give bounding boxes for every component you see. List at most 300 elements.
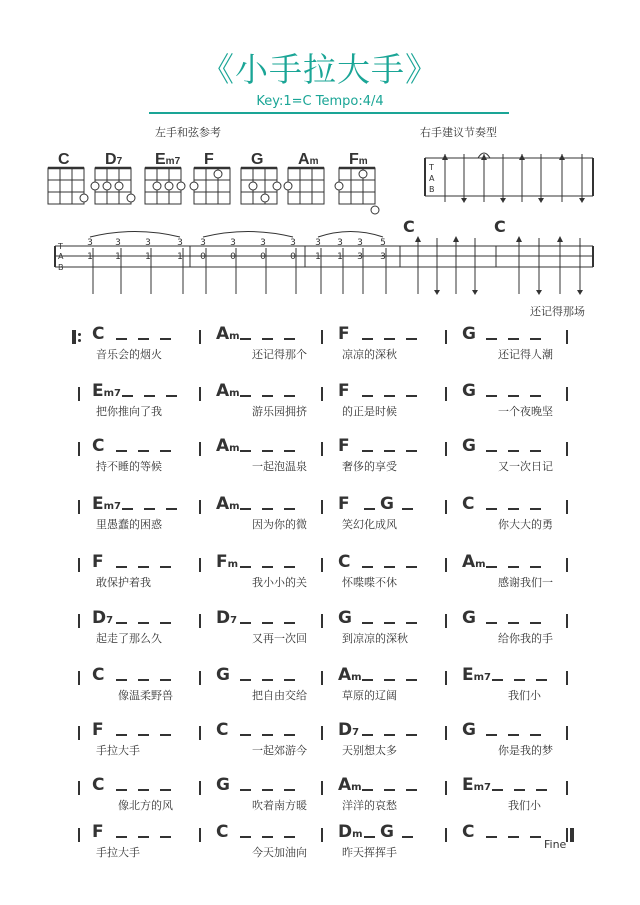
chord-diagram-name: C — [58, 151, 70, 168]
sheet-row — [78, 550, 570, 589]
lyric-text: 凉凉的深秋 — [342, 348, 397, 361]
bar-line — [566, 558, 568, 572]
finger-dot — [359, 170, 367, 178]
chord-symbol: G — [462, 720, 476, 740]
lyric-text: 手拉大手 — [96, 744, 140, 757]
finger-dot — [91, 182, 99, 190]
bar-line — [78, 558, 80, 572]
sheet-row — [78, 492, 570, 531]
tab-note: 3 — [357, 238, 363, 248]
bar-line — [78, 671, 80, 685]
bar-line — [199, 330, 201, 344]
chord-symbol: Am — [462, 552, 486, 572]
bar-line — [199, 387, 201, 401]
beat-dash — [486, 622, 497, 624]
beat-dash — [262, 450, 273, 452]
chord-symbol: F — [92, 720, 104, 740]
tab-note: 3 — [200, 238, 206, 248]
bar-line — [445, 558, 447, 572]
intro-end-lyric: 还记得那场 — [530, 305, 585, 318]
final-bar — [570, 828, 574, 842]
tab-note: 1 — [87, 252, 93, 262]
chord-symbol: C — [462, 494, 475, 514]
intro-chord: C — [403, 217, 415, 236]
tab-note: 3 — [357, 252, 363, 262]
lyric-text: 吹着南方暖 — [252, 799, 307, 812]
beat-dash — [116, 836, 127, 838]
lyric-text: 一起泡温泉 — [252, 460, 307, 473]
beat-dash — [492, 789, 503, 791]
bar-line — [199, 442, 201, 456]
lyric-text: 今天加油向 — [252, 846, 307, 859]
bar-line — [566, 726, 568, 740]
rhythm-tab-letter: B — [429, 185, 435, 194]
beat-dash — [384, 450, 395, 452]
strum-arrow — [472, 290, 478, 295]
bar-line — [445, 726, 447, 740]
chord-symbol: G — [216, 665, 230, 685]
beat-dash — [530, 734, 541, 736]
chord-symbol: G — [462, 608, 476, 628]
strum-arrow — [516, 236, 522, 242]
beat-dash — [362, 450, 373, 452]
beat-dash — [406, 622, 417, 624]
finger-dot — [103, 182, 111, 190]
tab-note: 0 — [260, 252, 266, 262]
tab-note: 3 — [315, 238, 321, 248]
beat-dash — [284, 338, 295, 340]
beat-dash — [508, 836, 519, 838]
beat-dash — [284, 734, 295, 736]
bar-line — [199, 558, 201, 572]
strum-arrow — [538, 198, 544, 203]
beat-dash — [508, 450, 519, 452]
tab-note: 3 — [290, 238, 296, 248]
beat-dash — [262, 734, 273, 736]
beat-dash — [138, 734, 149, 736]
bar-line — [78, 614, 80, 628]
tab-note: 3 — [337, 238, 343, 248]
lyric-text: 敢保护着我 — [96, 576, 151, 589]
tab-note: 3 — [87, 238, 93, 248]
beat-dash — [240, 395, 251, 397]
tab-note: 1 — [177, 252, 183, 262]
chord-symbol: Am — [216, 494, 240, 514]
repeat-start-bar — [72, 330, 76, 344]
strum-arrow — [579, 198, 585, 203]
strum-arrow — [500, 198, 506, 203]
chord-symbol: C — [338, 552, 351, 572]
beat-dash — [144, 395, 155, 397]
beat-dash — [384, 679, 395, 681]
lyric-text: 到凉凉的深秋 — [342, 632, 408, 645]
chord-symbol: Am — [338, 775, 362, 795]
bar-line — [78, 500, 80, 514]
lyric-text: 又一次日记 — [498, 460, 553, 473]
tab-note: 0 — [230, 252, 236, 262]
chord-symbol: G — [338, 608, 352, 628]
tab-note: 3 — [115, 238, 121, 248]
beat-dash — [240, 450, 251, 452]
rhythm-tab-letter: T — [429, 163, 434, 172]
chord-diagram-name: G — [251, 151, 264, 168]
lyric-text: 奢侈的享受 — [342, 460, 397, 473]
tab-note: 1 — [145, 252, 151, 262]
tab-note: 3 — [380, 252, 386, 262]
bar-line — [199, 500, 201, 514]
beat-dash — [160, 450, 171, 452]
beat-dash — [384, 338, 395, 340]
beat-dash — [508, 395, 519, 397]
bar-line — [321, 726, 323, 740]
bar-line — [78, 726, 80, 740]
beat-dash — [514, 679, 525, 681]
bar-line — [445, 781, 447, 795]
strum-arrow — [442, 154, 448, 160]
lyric-text: 怀喋喋不休 — [342, 576, 397, 589]
beat-dash — [284, 679, 295, 681]
beat-dash — [406, 789, 417, 791]
beat-dash — [402, 836, 413, 838]
beat-dash — [530, 836, 541, 838]
strum-arrow — [559, 154, 565, 160]
chord-symbol: G — [380, 822, 394, 842]
beat-dash — [240, 622, 251, 624]
beat-dash — [384, 566, 395, 568]
sheet-row — [78, 379, 570, 418]
beat-dash — [406, 450, 417, 452]
sheet-row — [78, 773, 570, 812]
chord-diagram-grid — [288, 168, 324, 204]
beat-dash — [284, 622, 295, 624]
beat-dash — [116, 789, 127, 791]
right-hand-label: 右手建议节奏型 — [420, 126, 497, 139]
bar-line — [566, 781, 568, 795]
finger-dot — [115, 182, 123, 190]
chord-symbol: C — [92, 324, 105, 344]
beat-dash — [240, 338, 251, 340]
bar-line — [78, 442, 80, 456]
chord-symbol: Am — [216, 436, 240, 456]
beat-dash — [508, 508, 519, 510]
beat-dash — [116, 622, 127, 624]
beat-dash — [138, 450, 149, 452]
strum-arrow — [481, 154, 487, 160]
tab-letter: B — [58, 263, 64, 272]
beat-dash — [384, 622, 395, 624]
beat-dash — [384, 395, 395, 397]
slur-arc — [90, 232, 180, 238]
chord-symbol: C — [92, 665, 105, 685]
chord-symbol: G — [462, 436, 476, 456]
bar-line — [321, 614, 323, 628]
beat-dash — [384, 789, 395, 791]
slur-arc — [318, 232, 383, 238]
beat-dash — [262, 679, 273, 681]
beat-dash — [160, 836, 171, 838]
bar-line — [321, 442, 323, 456]
bar-line — [566, 442, 568, 456]
bar-line — [445, 500, 447, 514]
beat-dash — [402, 508, 413, 510]
beat-dash — [406, 566, 417, 568]
chord-diagram-name: F — [204, 151, 214, 168]
strum-arrow — [519, 154, 525, 160]
beat-dash — [486, 508, 497, 510]
lyric-text: 我们小 — [508, 689, 541, 702]
beat-dash — [530, 450, 541, 452]
beat-dash — [122, 395, 133, 397]
tab-note: 1 — [115, 252, 121, 262]
lyric-text: 把你推向了我 — [96, 405, 162, 418]
beat-dash — [262, 789, 273, 791]
chord-diagram-grid — [339, 168, 375, 204]
bar-line — [445, 442, 447, 456]
chord-symbol: D7 — [338, 720, 360, 740]
beat-dash — [406, 395, 417, 397]
beat-dash — [406, 734, 417, 736]
beat-dash — [160, 622, 171, 624]
strum-arrow — [577, 290, 583, 295]
beat-dash — [486, 734, 497, 736]
bar-line — [445, 671, 447, 685]
beat-dash — [138, 622, 149, 624]
lyric-text: 音乐会的烟火 — [96, 348, 162, 361]
chord-symbol: Em7 — [462, 775, 492, 795]
bar-line — [566, 387, 568, 401]
key-tempo: Key:1=C Tempo:4/4 — [256, 94, 384, 109]
lyric-text: 草原的辽阔 — [342, 689, 397, 702]
lyric-text: 因为你的微 — [252, 518, 307, 531]
chord-symbol: G — [462, 324, 476, 344]
beat-dash — [508, 566, 519, 568]
beat-dash — [536, 789, 547, 791]
chord-symbol: C — [462, 822, 475, 842]
fine-mark: Fine — [544, 838, 567, 851]
strum-arrow — [536, 290, 542, 295]
beat-dash — [486, 395, 497, 397]
strum-arrow — [557, 236, 563, 242]
chord-symbol: G — [216, 775, 230, 795]
tab-note: 1 — [315, 252, 321, 262]
beat-dash — [364, 836, 375, 838]
sheet-row — [78, 663, 570, 702]
bar-line — [445, 330, 447, 344]
chord-symbol: F — [92, 822, 104, 842]
beat-dash — [122, 508, 133, 510]
chord-symbol: D7 — [216, 608, 238, 628]
chord-and-tab-area — [0, 0, 640, 320]
beat-dash — [508, 622, 519, 624]
beat-dash — [160, 789, 171, 791]
beat-dash — [166, 395, 177, 397]
beat-dash — [262, 566, 273, 568]
bar-line — [78, 387, 80, 401]
tab-note: 0 — [290, 252, 296, 262]
lyric-text: 手拉大手 — [96, 846, 140, 859]
chord-symbol: F — [92, 552, 104, 572]
sheet-row — [78, 718, 570, 757]
beat-dash — [240, 508, 251, 510]
beat-dash — [116, 734, 127, 736]
chord-diagram-name: D7 — [105, 151, 123, 168]
bar-line — [566, 330, 568, 344]
tab-note: 5 — [380, 238, 386, 248]
repeat-dots — [78, 330, 81, 344]
lyric-text: 还记得人潮 — [498, 348, 553, 361]
beat-dash — [262, 836, 273, 838]
beat-dash — [160, 679, 171, 681]
sheet-row — [78, 606, 570, 645]
slur-arc — [203, 232, 293, 238]
beat-dash — [138, 836, 149, 838]
beat-dash — [364, 508, 375, 510]
lyric-text: 把自由交给 — [252, 689, 307, 702]
lyric-text: 笑幻化成风 — [342, 518, 397, 531]
lyric-text: 你是我的梦 — [498, 744, 553, 757]
lyric-text: 我们小 — [508, 799, 541, 812]
lyric-text: 洋洋的哀愁 — [342, 799, 397, 812]
sheet-row — [78, 820, 570, 859]
bar-line — [199, 828, 201, 842]
sheet-row — [78, 322, 570, 361]
beat-dash — [262, 395, 273, 397]
chord-symbol: G — [380, 494, 394, 514]
lyric-text: 像温柔野兽 — [118, 689, 173, 702]
bar-line — [199, 726, 201, 740]
beat-dash — [138, 566, 149, 568]
beat-dash — [508, 734, 519, 736]
bar-line — [445, 828, 447, 842]
chord-symbol: Dm — [338, 822, 363, 842]
chord-diagram-grid — [48, 168, 84, 204]
lyric-text: 我小小的关 — [252, 576, 307, 589]
bar-line — [78, 781, 80, 795]
lyric-text: 里愚蠢的困惑 — [96, 518, 162, 531]
beat-dash — [166, 508, 177, 510]
chord-symbol: Am — [216, 324, 240, 344]
bar-line — [199, 781, 201, 795]
chord-diagram-name: Am — [298, 151, 319, 168]
tab-note: 3 — [145, 238, 151, 248]
tab-letter: A — [58, 252, 64, 261]
song-title: 《小手拉大手》 — [201, 50, 439, 89]
beat-dash — [362, 622, 373, 624]
beat-dash — [530, 622, 541, 624]
tab-note: 3 — [177, 238, 183, 248]
tab-note: 1 — [337, 252, 343, 262]
finger-dot — [127, 194, 135, 202]
beat-dash — [240, 679, 251, 681]
lyric-text: 一起郊游今 — [252, 744, 307, 757]
lyric-text: 起走了那么久 — [96, 632, 162, 645]
beat-dash — [362, 338, 373, 340]
bar-line — [199, 671, 201, 685]
bar-line — [566, 671, 568, 685]
tab-note: 3 — [260, 238, 266, 248]
beat-dash — [116, 338, 127, 340]
lyric-text: 游乐园拥挤 — [252, 405, 307, 418]
strum-arrow — [461, 198, 467, 203]
bar-line — [321, 500, 323, 514]
beat-dash — [284, 789, 295, 791]
chord-symbol: Em7 — [462, 665, 492, 685]
chord-symbol: F — [338, 494, 350, 514]
chord-symbol: F — [338, 324, 350, 344]
rhythm-tab-letter: A — [429, 174, 435, 183]
beat-dash — [160, 566, 171, 568]
beat-dash — [284, 395, 295, 397]
lyric-text: 昨天挥挥手 — [342, 846, 397, 859]
beat-dash — [486, 836, 497, 838]
chord-symbol: Fm — [216, 552, 239, 572]
lyric-text: 还记得那个 — [252, 348, 307, 361]
finger-dot — [190, 182, 198, 190]
beat-dash — [362, 679, 373, 681]
lyric-text: 像北方的风 — [118, 799, 173, 812]
beat-dash — [486, 450, 497, 452]
beat-dash — [262, 622, 273, 624]
lyric-text: 一个夜晚坚 — [498, 405, 553, 418]
chord-symbol: G — [462, 381, 476, 401]
beat-dash — [240, 836, 251, 838]
chord-symbol: C — [216, 720, 229, 740]
beat-dash — [240, 566, 251, 568]
beat-dash — [530, 508, 541, 510]
bar-line — [78, 828, 80, 842]
beat-dash — [536, 679, 547, 681]
beat-dash — [160, 338, 171, 340]
beat-dash — [362, 395, 373, 397]
beat-dash — [406, 338, 417, 340]
beat-dash — [240, 734, 251, 736]
strum-arrow — [453, 236, 459, 242]
beat-dash — [144, 508, 155, 510]
finger-dot — [371, 206, 379, 214]
bar-line — [199, 614, 201, 628]
beat-dash — [262, 338, 273, 340]
beat-dash — [262, 508, 273, 510]
beat-dash — [530, 566, 541, 568]
beat-dash — [362, 734, 373, 736]
beat-dash — [406, 679, 417, 681]
finger-dot — [249, 182, 257, 190]
chord-symbol: Em7 — [92, 494, 122, 514]
beat-dash — [492, 679, 503, 681]
bar-line — [321, 387, 323, 401]
beat-dash — [116, 566, 127, 568]
beat-dash — [362, 789, 373, 791]
lyric-text: 持不睡的等候 — [96, 460, 162, 473]
beat-dash — [284, 508, 295, 510]
tab-note: 3 — [230, 238, 236, 248]
finger-dot — [214, 170, 222, 178]
finger-dot — [80, 194, 88, 202]
chord-diagram-name: Em7 — [155, 151, 181, 168]
chord-symbol: C — [92, 436, 105, 456]
bar-line — [445, 614, 447, 628]
bar-line — [321, 330, 323, 344]
lyric-text: 感谢我们一 — [498, 576, 553, 589]
beat-dash — [160, 734, 171, 736]
lyric-text: 又再一次回 — [252, 632, 307, 645]
beat-dash — [284, 450, 295, 452]
beat-dash — [116, 450, 127, 452]
left-hand-label: 左手和弦参考 — [155, 126, 221, 139]
intro-chord: C — [494, 217, 506, 236]
beat-dash — [138, 338, 149, 340]
chord-diagram-name: Fm — [349, 151, 368, 168]
